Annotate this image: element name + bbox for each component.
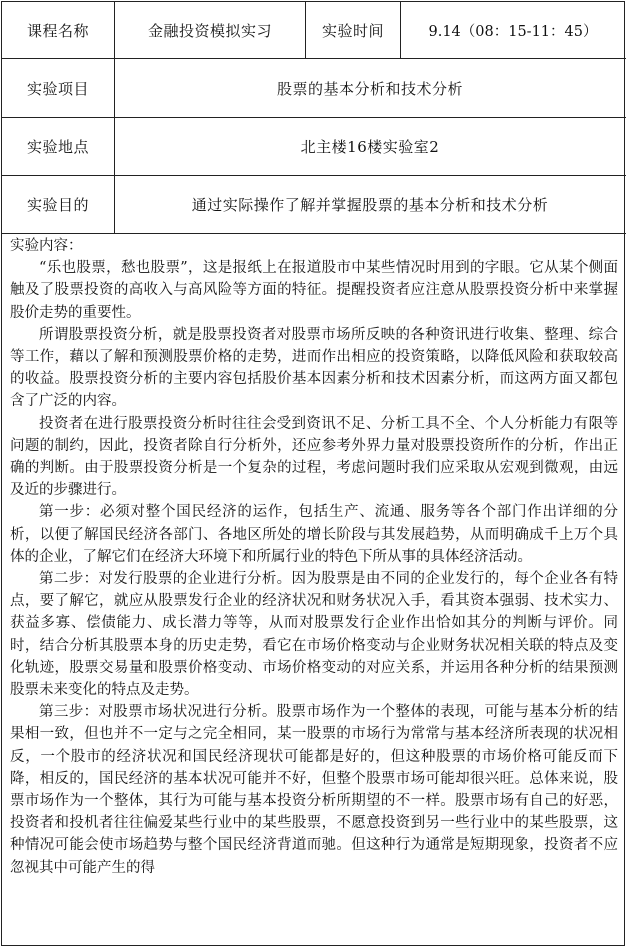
experiment-purpose-label: 实验目的 (26, 196, 89, 214)
content-paragraph: 第一步：必须对整个国民经济的运作，包括生产、流通、服务等各个部门作出详细的分析，以便了解国民经济各部门、各地区所处的增长阶段与其发展趋势，从而明确成千上万个具体的企业，了解它们在经济大环境下和所属行业的特色下所从事的具体经济活动。 (10, 504, 618, 565)
content-title: 实验内容： (10, 238, 83, 254)
experiment-project-label: 实验项目 (26, 79, 89, 98)
experiment-content (10, 235, 618, 879)
experiment-location-value: 北主楼16楼实验室2 (300, 138, 440, 156)
experiment-location-label: 实验地点 (26, 138, 89, 156)
content-paragraph: 所谓股票投资分析，就是股票投资者对股票市场所反映的各种资讯进行收集、整理、综合等工作，藉以了解和预测股票价格的走势，进而作出相应的投资策略，以降低风险和获取较高的收益。股票投资分析的主要内容包括股价基本因素分析和技术因素分析，而这两方面又都包含了广泛的内容。 (10, 326, 618, 410)
content-paragraph: 投资者在进行股票投资分析时往往会受到资讯不足、分析工具不全、个人分析能力有限等问题的制约，因此，投资者除自行分析外，还应参考外界力量对股票投资所作的分析，作出正确的判断。由于股票投资分析是一个复杂的过程，考虑问题时我们应采取从宏观到微观，由远及近的步骤进行。 (10, 415, 618, 499)
content-paragraph: 第三步：对股票市场状况进行分析。股票市场作为一个整体的表现，可能与基本分析的结果相一致，但也并不一定与之完全相同，某一股票的市场行为常常与基本经济所表现的状况相反，一个股市的经济状况和国民经济现状可能都是好的，但这种股票的市场价格可能反而下降，相反的，国民经济的基本状况可能并不好，但整个股票市场可能却很兴旺。总体来说，股票市场作为一个整体，其行为可能与基本投资分析所期望的不一样。股票市场有自己的好恶，投资者和投机者往往偏爱某些行业中的某些股票，不愿意投资到另一些行业中的某些股票，这种情况可能会使市场趋势与整个国民经济背道而驰。但这种行为通常是短期现象，投资者不应忽视其中可能产生的得 (10, 704, 618, 876)
experiment-project-value: 股票的基本分析和技术分析 (276, 79, 463, 98)
content-paragraph: “乐也股票，愁也股票”，这是报纸上在报道股市中某些情况时用到的字眼。它从某个侧面触及了股票投资的高收入与高风险等方面的特征。提醒投资者应注意从股票投资分析中来掌握股价走势的重要性。 (10, 260, 618, 321)
course-name-value: 金融投资模拟实习 (147, 21, 272, 40)
experiment-purpose-value: 通过实际操作了解并掌握股票的基本分析和技术分析 (191, 196, 549, 214)
row-divider (1, 233, 626, 234)
experiment-time-value: 9.14（08：15-11：45） (428, 23, 598, 40)
content-paragraph: 第二步：对发行股票的企业进行分析。因为股票是由不同的企业发行的，每个企业各有特点，要了解它，就应从股票发行企业的经济状况和财务状况入手，看其资本强弱、技术实力、获益多寡、偿债能力、成长潜力等等，从而对股票发行企业作出恰如其分的判断与评价。同时，结合分析其股票本身的历史走势，看它在市场价格变动与企业财务状况相关联的特点及变化轨迹，股票交易量和股票价格变动、市场价格变动的对应关系，并运用各种分析的结果预测股票未来变化的特点及走势。 (10, 571, 618, 699)
course-name-label: 课程名称 (26, 21, 89, 40)
experiment-time-label: 实验时间 (321, 21, 384, 40)
